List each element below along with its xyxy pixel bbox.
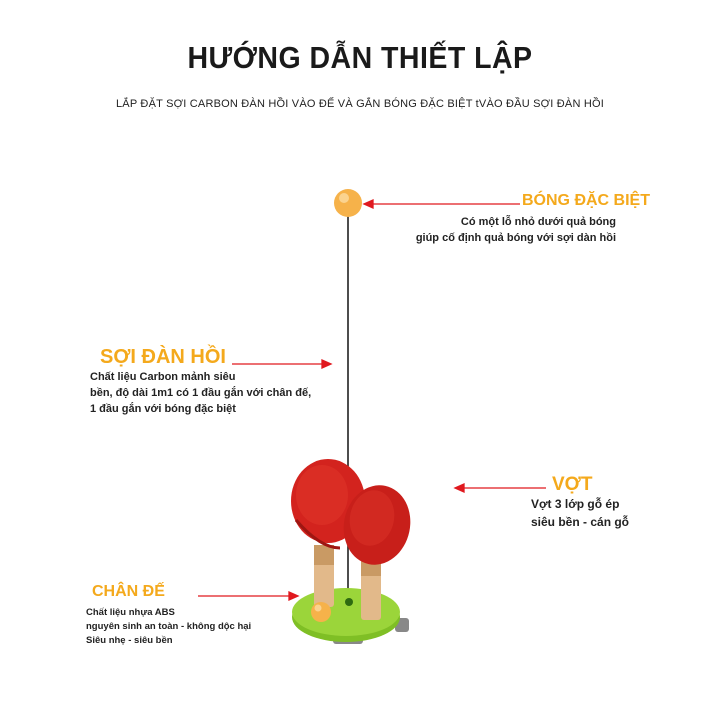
base-description [86,606,251,648]
base-hole [345,598,353,606]
paddle-label: VỢT [552,474,593,495]
base [292,588,409,644]
special-ball-highlight [339,193,349,203]
base-desc-line: nguyên sinh an toàn - không dộc hại [86,621,252,632]
ball-arrow-head [364,200,373,208]
base-arrow-head [289,592,298,600]
string-desc-line: 1 đầu gắn với bóng đặc biệt [90,403,236,415]
paddle-description [531,495,629,531]
string-desc-line: bền, độ dài 1m1 có 1 đầu gắn với chân đế, [90,387,312,399]
string-desc-line: Chất liệu Carbon mảnh siêu [90,371,236,383]
base-top [292,588,400,636]
base-desc-line: Chất liệu nhựa ABS [86,607,175,618]
ball-label: BÓNG ĐẶC BIỆT [522,192,650,209]
string-label: SỢI ĐÀN HỒI [100,346,226,368]
base-label: CHÂN ĐẾ [92,583,165,600]
paddle-arrow-head [455,484,464,492]
ball-desc-line: giúp cố định quả bóng với sợi dàn hồi [415,232,616,244]
string-description [90,369,311,417]
paddle-desc-line: Vợt 3 lớp gỗ ép [531,497,620,511]
paddle-blade-shine [296,465,348,525]
ball-desc-line: Có một lỗ nhỏ dưới quả bóng [460,216,616,228]
spare-ball-highlight [315,605,322,612]
page-title: HƯỚNG DẪN THIẾT LẬP [187,40,533,75]
ball-description [416,214,616,246]
string-arrow-head [322,360,331,368]
special-ball [334,189,362,217]
spare-ball [311,602,331,622]
paddle-desc-line: siêu bền - cán gỗ [531,515,630,529]
page-subtitle: LẮP ĐẶT SỢI CARBON ĐÀN HỒI VÀO ĐẾ VÀ GẮN BÓNG ĐẶC BIỆT tVÀO ĐẦU SỢI ĐÀN HỒI [115,98,605,110]
base-desc-line: Siêu nhẹ - siêu bền [86,635,173,646]
